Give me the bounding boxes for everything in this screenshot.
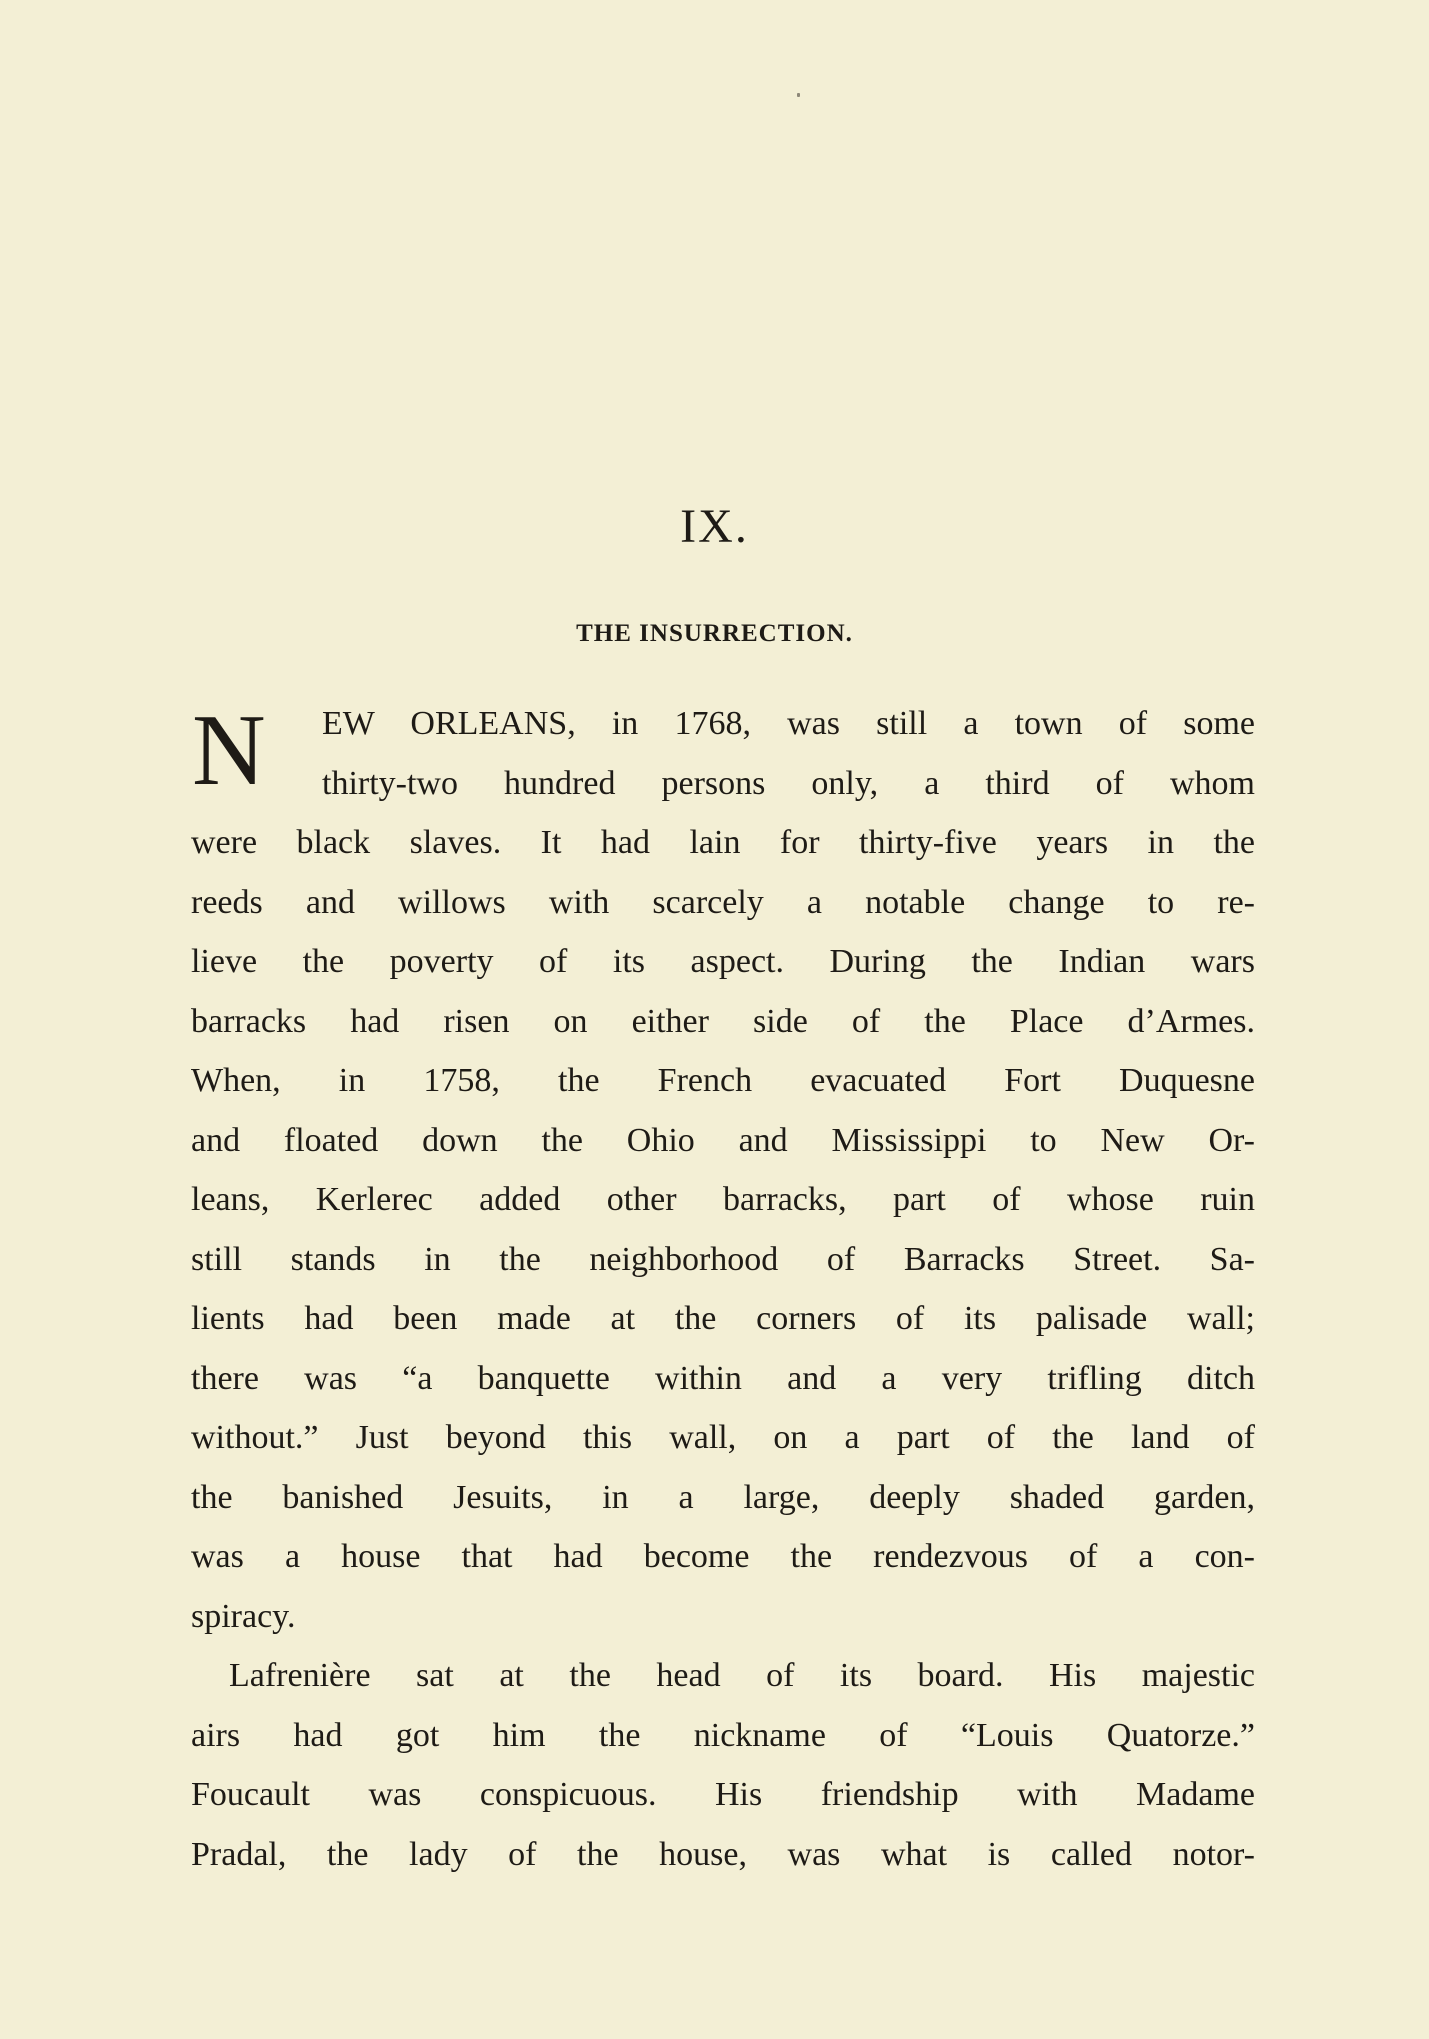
text-line: leans, Kerlerec added other barracks, part of whose ruin (191, 1181, 1255, 1218)
text-line: lients had been made at the corners of its palisade wall; (191, 1300, 1255, 1337)
text-line: was a house that had become the rendezvous of a con- (191, 1538, 1255, 1575)
text-line: Pradal, the lady of the house, was what is called notor- (191, 1835, 1255, 1873)
text-line: were black slaves. It had lain for thirty-five years in the (191, 824, 1255, 861)
text-line: there was “a banquette within and a very trifling ditch (191, 1359, 1255, 1397)
text-line: the banished Jesuits, in a large, deeply shaded garden, (191, 1478, 1255, 1516)
text-line: Foucault was conspicuous. His friendship with Madame (191, 1776, 1255, 1813)
text-line: Lafrenière sat at the head of its board. His majestic (229, 1657, 1255, 1694)
chapter-title: THE INSURRECTION. (576, 620, 853, 647)
text-line: without.” Just beyond this wall, on a part of the land of (191, 1419, 1255, 1456)
text-line: still stands in the neighborhood of Barracks Street. Sa- (191, 1240, 1255, 1278)
text-line: spiracy. (191, 1597, 296, 1635)
text-line: EW ORLEANS, in 1768, was still a town of some (322, 705, 1255, 742)
text-line: barracks had risen on either side of the Place d’Armes. (191, 1002, 1255, 1040)
text-line: When, in 1758, the French evacuated Fort Duquesne (191, 1062, 1255, 1099)
body-text (191, 694, 1255, 1884)
text-line: airs had got him the nickname of “Louis Quatorze.” (191, 1716, 1255, 1754)
text-line: and floated down the Ohio and Mississippi to New Or- (191, 1121, 1255, 1159)
text-line: thirty-two hundred persons only, a third of whom (322, 764, 1255, 802)
chapter-number: IX. (680, 500, 749, 553)
text-line: lieve the poverty of its aspect. During the Indian wars (191, 943, 1255, 980)
page-speck (797, 93, 800, 97)
text-line: reeds and willows with scarcely a notable change to re- (191, 883, 1255, 921)
drop-cap: N (192, 694, 266, 807)
